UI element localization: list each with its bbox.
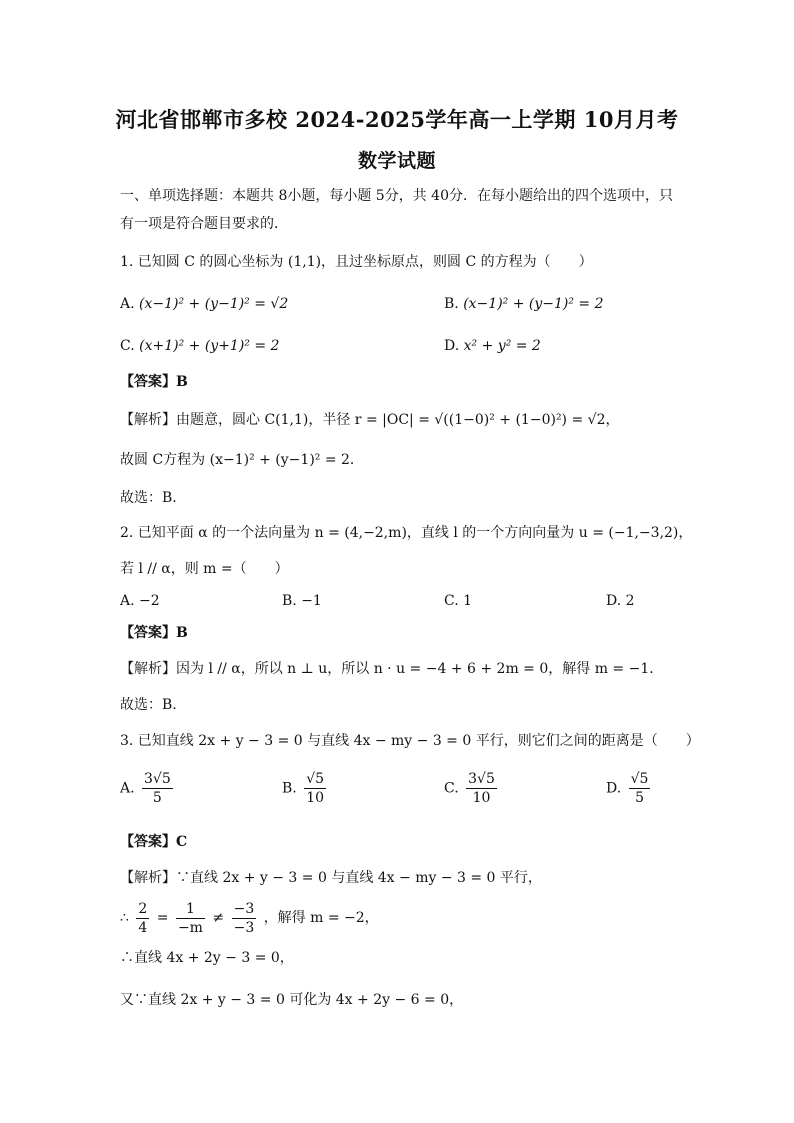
page-title: 河北省邯郸市多校 2024-2025学年高一上学期 10月月考 [115,107,679,132]
option-numerator: 3√5 [468,771,495,787]
q3-analysis-line2 [120,898,379,938]
q3-option-a [120,771,176,806]
q1-option-c [120,336,279,356]
option-label: B. [282,593,297,609]
option-numerator: √5 [306,771,325,787]
option-label: B. [282,780,297,797]
option-numerator: √5 [630,771,649,787]
option-text: x² + y² = 2 [463,338,541,354]
q1-option-a [120,294,288,314]
option-label: C. [120,338,135,354]
q1-conclusion: 故选：B. [120,490,177,506]
option-label: D. [606,593,622,609]
q1-answer: 【答案】B [120,374,188,390]
option-denominator: 10 [306,790,325,806]
fraction-numerator: −3 [233,900,255,917]
option-text: 2 [625,593,635,609]
option-text: (x−1)² + (y−1)² = √2 [139,296,289,312]
q2-option-a [120,591,160,611]
q2-answer: 【答案】B [120,625,188,641]
q2-option-c [444,591,472,611]
option-denominator: 5 [152,790,162,806]
q2-option-d [606,591,635,611]
option-text: −2 [139,593,160,609]
q3-option-b [282,771,329,806]
q2-option-b [282,591,322,611]
option-denominator: 5 [635,790,645,806]
q1-option-d [444,336,541,356]
q1-option-b [444,294,604,314]
fraction-numerator: 1 [176,901,205,919]
fraction-denominator: −3 [233,919,255,936]
therefore-symbol: ∴ [120,910,129,926]
option-text: (x−1)² + (y−1)² = 2 [463,296,604,312]
option-label: C. [444,780,459,797]
section-intro-line2: 有一项是符合题目要求的． [120,216,288,232]
q3-analysis-line3: ∴直线 4x + 2y − 3 = 0， [120,950,294,966]
equals-symbol: = [156,910,169,926]
option-label: C. [444,593,459,609]
q2-conclusion: 故选：B. [120,697,177,713]
not-equals-symbol: ≠ [212,910,225,926]
analysis-text: ，解得 m = −2， [263,910,379,926]
q3-option-c [444,771,500,806]
option-label: A. [120,780,135,797]
fraction-numerator: 2 [138,900,148,917]
option-label: D. [444,338,460,354]
q3-option-d [606,771,653,806]
q1-analysis-line2: 故圆 C方程为 (x−1)² + (y−1)² = 2． [120,452,364,468]
option-label: B. [444,296,459,312]
q1-analysis-line1: 【解析】由题意，圆心 C(1,1)，半径 r = |OC| = √((1−0)² + (1−0)²) = √2， [120,412,620,428]
q3-answer: 【答案】C [120,834,188,850]
fraction-denominator: 4 [138,919,148,936]
option-numerator: 3√5 [144,771,171,787]
q3-analysis-line1: 【解析】∵直线 2x + y − 3 = 0 与直线 4x − my − 3 = 0 平行， [120,870,542,886]
option-text: (x+1)² + (y+1)² = 2 [139,338,280,354]
option-label: A. [120,296,135,312]
option-text: 1 [463,593,473,609]
option-text: −1 [301,593,322,609]
q3-analysis-line4: 又∵直线 2x + y − 3 = 0 可化为 4x + 2y − 6 = 0， [120,992,464,1008]
option-denominator: 10 [472,790,491,806]
q2-analysis-line1: 【解析】因为 l // α，所以 n ⊥ u，所以 n · u = −4 + 6 + 2m = 0，解得 m = −1． [120,661,664,677]
q2-stem-line1: 2. 已知平面 α 的一个法向量为 n = (4,−2,m)，直线 l 的一个方向向量为 u = (−1,−3,2)， [120,525,693,541]
q1-stem: 1. 已知圆 C 的圆心坐标为 (1,1)，且过坐标原点，则圆 C 的方程为（ ） [120,254,593,270]
q2-stem-line2: 若 l // α，则 m =（ ） [120,561,289,577]
page-subtitle: 数学试题 [357,150,436,172]
option-label: D. [606,780,622,797]
fraction-denominator: −m [177,919,203,936]
option-label: A. [120,593,135,609]
section-intro-line1: 一、单项选择题：本题共 8小题，每小题 5分，共 40分．在每小题给出的四个选项中，只 [120,188,673,204]
q3-stem: 3. 已知直线 2x + y − 3 = 0 与直线 4x − my − 3 = 0 平行，则它们之间的距离是（ ） [120,733,700,749]
